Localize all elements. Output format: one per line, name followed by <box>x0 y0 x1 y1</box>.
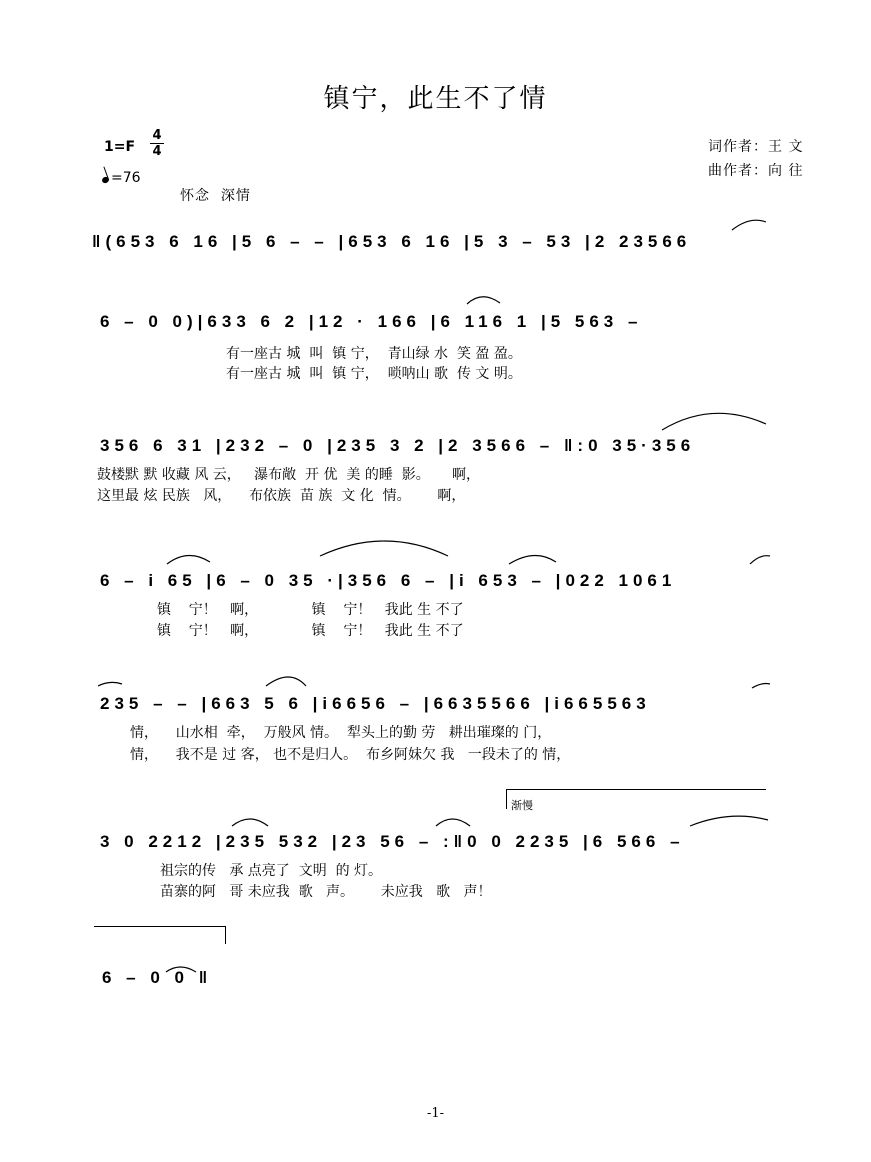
score-row-1-notes: ‖(653 6 16 |5 6 – – |653 6 16 |5 3 – 53 |2 23566 <box>92 232 692 251</box>
slur-row4-b <box>320 541 448 556</box>
slur-row4-a <box>167 555 210 564</box>
slur-row2-a <box>467 297 500 304</box>
slur-row4-d <box>750 556 770 564</box>
score-row-5-lyrics-verse-1: 情， 山水相 牵， 万般风 情。 犁头上的勤 劳 耕出璀璨的 门， <box>130 725 552 741</box>
slur-row6-c <box>690 816 768 826</box>
page-number: -1- <box>426 1106 445 1121</box>
slur-row3-a <box>662 413 766 430</box>
score-row-3-lyrics-verse-2: 这里最 炫 民族 风， 布依族 苗 族 文 化 情。 啊， <box>97 488 466 504</box>
slur-row5-c <box>752 684 770 689</box>
song-title: 镇宁，此生不了情 <box>323 84 548 114</box>
slur-row5-b <box>266 677 306 686</box>
score-row-5-lyrics-verse-2: 情， 我不是 过 客， 也不是归人。 布乡阿妹欠 我 一段未了的 情， <box>130 747 571 763</box>
slur-row4-c <box>509 555 556 564</box>
expression-marking: 怀念 深情 <box>180 188 251 204</box>
time-signature-numerator: 4 <box>152 128 162 143</box>
score-row-4-lyrics-verse-2: 镇 宁！ 啊， 镇 宁！ 我此 生 不了 <box>157 623 464 639</box>
time-signature-denominator: 4 <box>150 143 164 159</box>
tempo-value: =76 <box>111 170 141 186</box>
score-row-2-notes: 6 – 0 0)|633 6 2 |12 · 166 |6 116 1 |5 563 – <box>100 312 643 331</box>
ritardando-marking: 渐慢 <box>511 799 533 812</box>
score-row-3-lyrics-verse-1: 鼓楼默 默 收藏 风 云， 瀑布敞 开 优 美 的睡 影。 啊， <box>97 467 481 483</box>
slur-row6-a <box>232 819 268 826</box>
score-row-5-notes: 235 – – |663 5 6 |i6656 – |6635566 |i665563 <box>100 694 651 713</box>
score-row-4-notes: 6 – i 65 |6 – 0 35 ·|356 6 – |i 653 – |022 1061 <box>100 571 677 590</box>
slur-row1 <box>732 220 766 230</box>
score-row-2-lyrics-verse-1: 有一座古 城 叫 镇 宁， 青山绿 水 笑 盈 盈。 <box>226 346 522 362</box>
score-row-4-lyrics-verse-1: 镇 宁！ 啊， 镇 宁！ 我此 生 不了 <box>157 602 464 618</box>
score-row-2-lyrics-verse-2: 有一座古 城 叫 镇 宁， 唢呐山 歌 传 文 明。 <box>226 366 522 382</box>
slur-row6-b <box>436 819 470 826</box>
lyricist-credit: 词作者：王 文 <box>708 139 804 155</box>
slur-row5-a <box>98 682 122 686</box>
score-row-6-lyrics-verse-2: 苗寨的阿 哥 未应我 歌 声。 未应我 歌 声！ <box>160 884 492 900</box>
key-signature: 1=F <box>104 139 136 155</box>
score-row-6-lyrics-verse-1: 祖宗的传 承 点亮了 文明 的 灯。 <box>160 863 383 879</box>
score-row-6-notes: 3 0 2212 |235 532 |23 56 – :‖0 0 2235 |6 566 – <box>100 832 685 851</box>
slur-row7-a <box>166 967 196 972</box>
composer-credit: 曲作者：向 往 <box>708 163 804 179</box>
score-row-3-notes: 356 6 31 |232 – 0 |235 3 2 |2 3566 – ‖:0 35·356 <box>100 436 696 455</box>
score-row-7-notes: 6 – 0 0 ‖ <box>102 968 213 987</box>
